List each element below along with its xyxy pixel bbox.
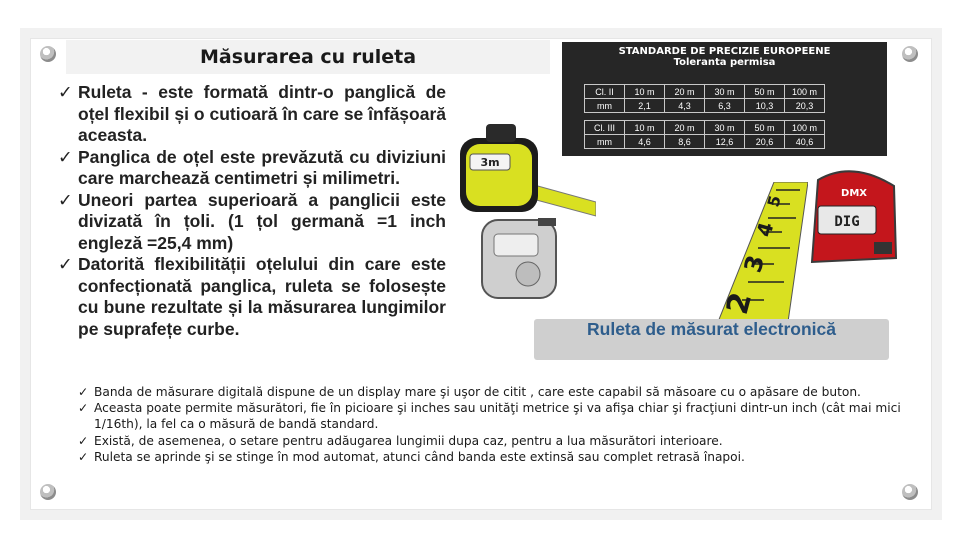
length-cell: 30 m	[705, 85, 745, 99]
tape-size-label: 3m	[480, 156, 500, 169]
pushpin-icon-bottom-right	[902, 484, 918, 500]
tape-ruler-strip-image	[718, 182, 808, 322]
table-row	[585, 121, 825, 135]
tolerance-cell: 4,6	[625, 135, 665, 149]
tolerance-table	[584, 84, 825, 149]
slide-title: Măsurarea cu ruleta	[199, 46, 417, 68]
unit-cell: mm	[585, 135, 625, 149]
pushpin-icon-top-left	[40, 46, 56, 62]
electronic-tape-measure-image	[804, 160, 900, 268]
tolerance-cell: 6,3	[705, 99, 745, 113]
list-item-text: Ruleta se aprinde şi se stinge în mod automat, atunci când banda este extinsă sau complet retrasă înapoi.	[94, 449, 745, 464]
bullet-text: Uneori partea superioară a panglicii este divizată în țoli. (1 țol germană =1 inch engleză =25,4 mm)	[78, 189, 446, 253]
check-icon: ✓	[58, 189, 73, 210]
yellow-tape-measure-image	[456, 120, 596, 220]
ruler-digit: 2	[719, 288, 760, 319]
length-cell: 50 m	[745, 85, 785, 99]
ruler-digit: 5	[763, 193, 785, 210]
table-row	[585, 135, 825, 149]
length-cell: 100 m	[785, 85, 825, 99]
length-cell: 10 m	[625, 85, 665, 99]
list-item	[78, 400, 928, 432]
tolerance-cell: 10,3	[745, 99, 785, 113]
list-item	[78, 384, 928, 400]
silver-tape-measure-image	[478, 212, 564, 304]
list-item-text: Banda de măsurare digitală dispune de un display mare şi uşor de citit , care este capabil să măsoare cu o apăsare de buton.	[94, 385, 861, 399]
bullet-text: Ruleta - este formată dintr-o panglică de oțel flexibil și o cutioară în care se înfășoară aceasta.	[78, 82, 446, 145]
check-icon: ✓	[58, 146, 73, 167]
device-brand: DMX	[841, 188, 867, 199]
unit-cell: mm	[585, 99, 625, 113]
tolerance-cell: 8,6	[665, 135, 705, 149]
list-item-text: Există, de asemenea, o setare pentru adăugarea lungimii dupa caz, pentru a lua măsurători interioare.	[94, 433, 723, 448]
tolerance-cell: 20,6	[745, 135, 785, 149]
tolerance-cell: 40,6	[785, 135, 825, 149]
check-icon: ✓	[78, 449, 89, 464]
ruler-digit: 4	[751, 219, 779, 240]
class-label: Cl. III	[585, 121, 625, 135]
standards-subheading: Toleranta permisa	[673, 57, 776, 68]
tolerance-cell: 12,6	[705, 135, 745, 149]
check-icon: ✓	[78, 433, 89, 448]
electronic-tape-label: Ruleta de măsurat electronică	[534, 319, 889, 360]
bullet-item	[58, 190, 446, 255]
list-item	[78, 449, 928, 465]
standards-heading: STANDARDE DE PRECIZIE EUROPEENE	[618, 46, 831, 57]
table-spacer	[585, 113, 825, 121]
bullet-text: Panglica de oțel este prevăzută cu diviziuni care marchează centimetri și milimetri.	[78, 146, 446, 188]
electronic-features-list	[78, 384, 928, 465]
bullet-item	[58, 82, 446, 147]
length-cell: 50 m	[745, 121, 785, 135]
table-row	[585, 99, 825, 113]
class-label: Cl. II	[585, 85, 625, 99]
length-cell: 20 m	[665, 121, 705, 135]
table-row	[585, 85, 825, 99]
list-item	[78, 433, 928, 449]
ruler-digit: 3	[738, 252, 771, 276]
bullet-item	[58, 254, 446, 340]
length-cell: 10 m	[625, 121, 665, 135]
precision-standards-image	[562, 42, 887, 156]
pushpin-icon-top-right	[902, 46, 918, 62]
check-icon: ✓	[78, 401, 89, 416]
list-item-text: Aceasta poate permite măsurători, fie în picioare şi inches sau unităţi metrice şi va afişa chiar şi fracţiuni dintr-un inch (cât mai mici 1/16th), la fel ca o măsură de bandă standard.	[94, 401, 901, 432]
length-cell: 20 m	[665, 85, 705, 99]
pushpin-icon-bottom-left	[40, 484, 56, 500]
bullet-item	[58, 147, 446, 190]
length-cell: 100 m	[785, 121, 825, 135]
main-bullet-list	[58, 82, 446, 340]
tolerance-cell: 4,3	[665, 99, 705, 113]
check-icon: ✓	[58, 254, 73, 274]
device-display-text: DIG	[834, 214, 860, 230]
tolerance-cell: 20,3	[785, 99, 825, 113]
check-icon: ✓	[78, 385, 89, 399]
check-icon: ✓	[58, 82, 73, 102]
bullet-text: Datorită flexibilității oțelului din care este confecționată panglica, ruleta se folosește cu bune rezultate și la măsurarea lungimilor pe suprafețe curbe.	[78, 254, 446, 339]
tolerance-cell: 2,1	[625, 99, 665, 113]
length-cell: 30 m	[705, 121, 745, 135]
